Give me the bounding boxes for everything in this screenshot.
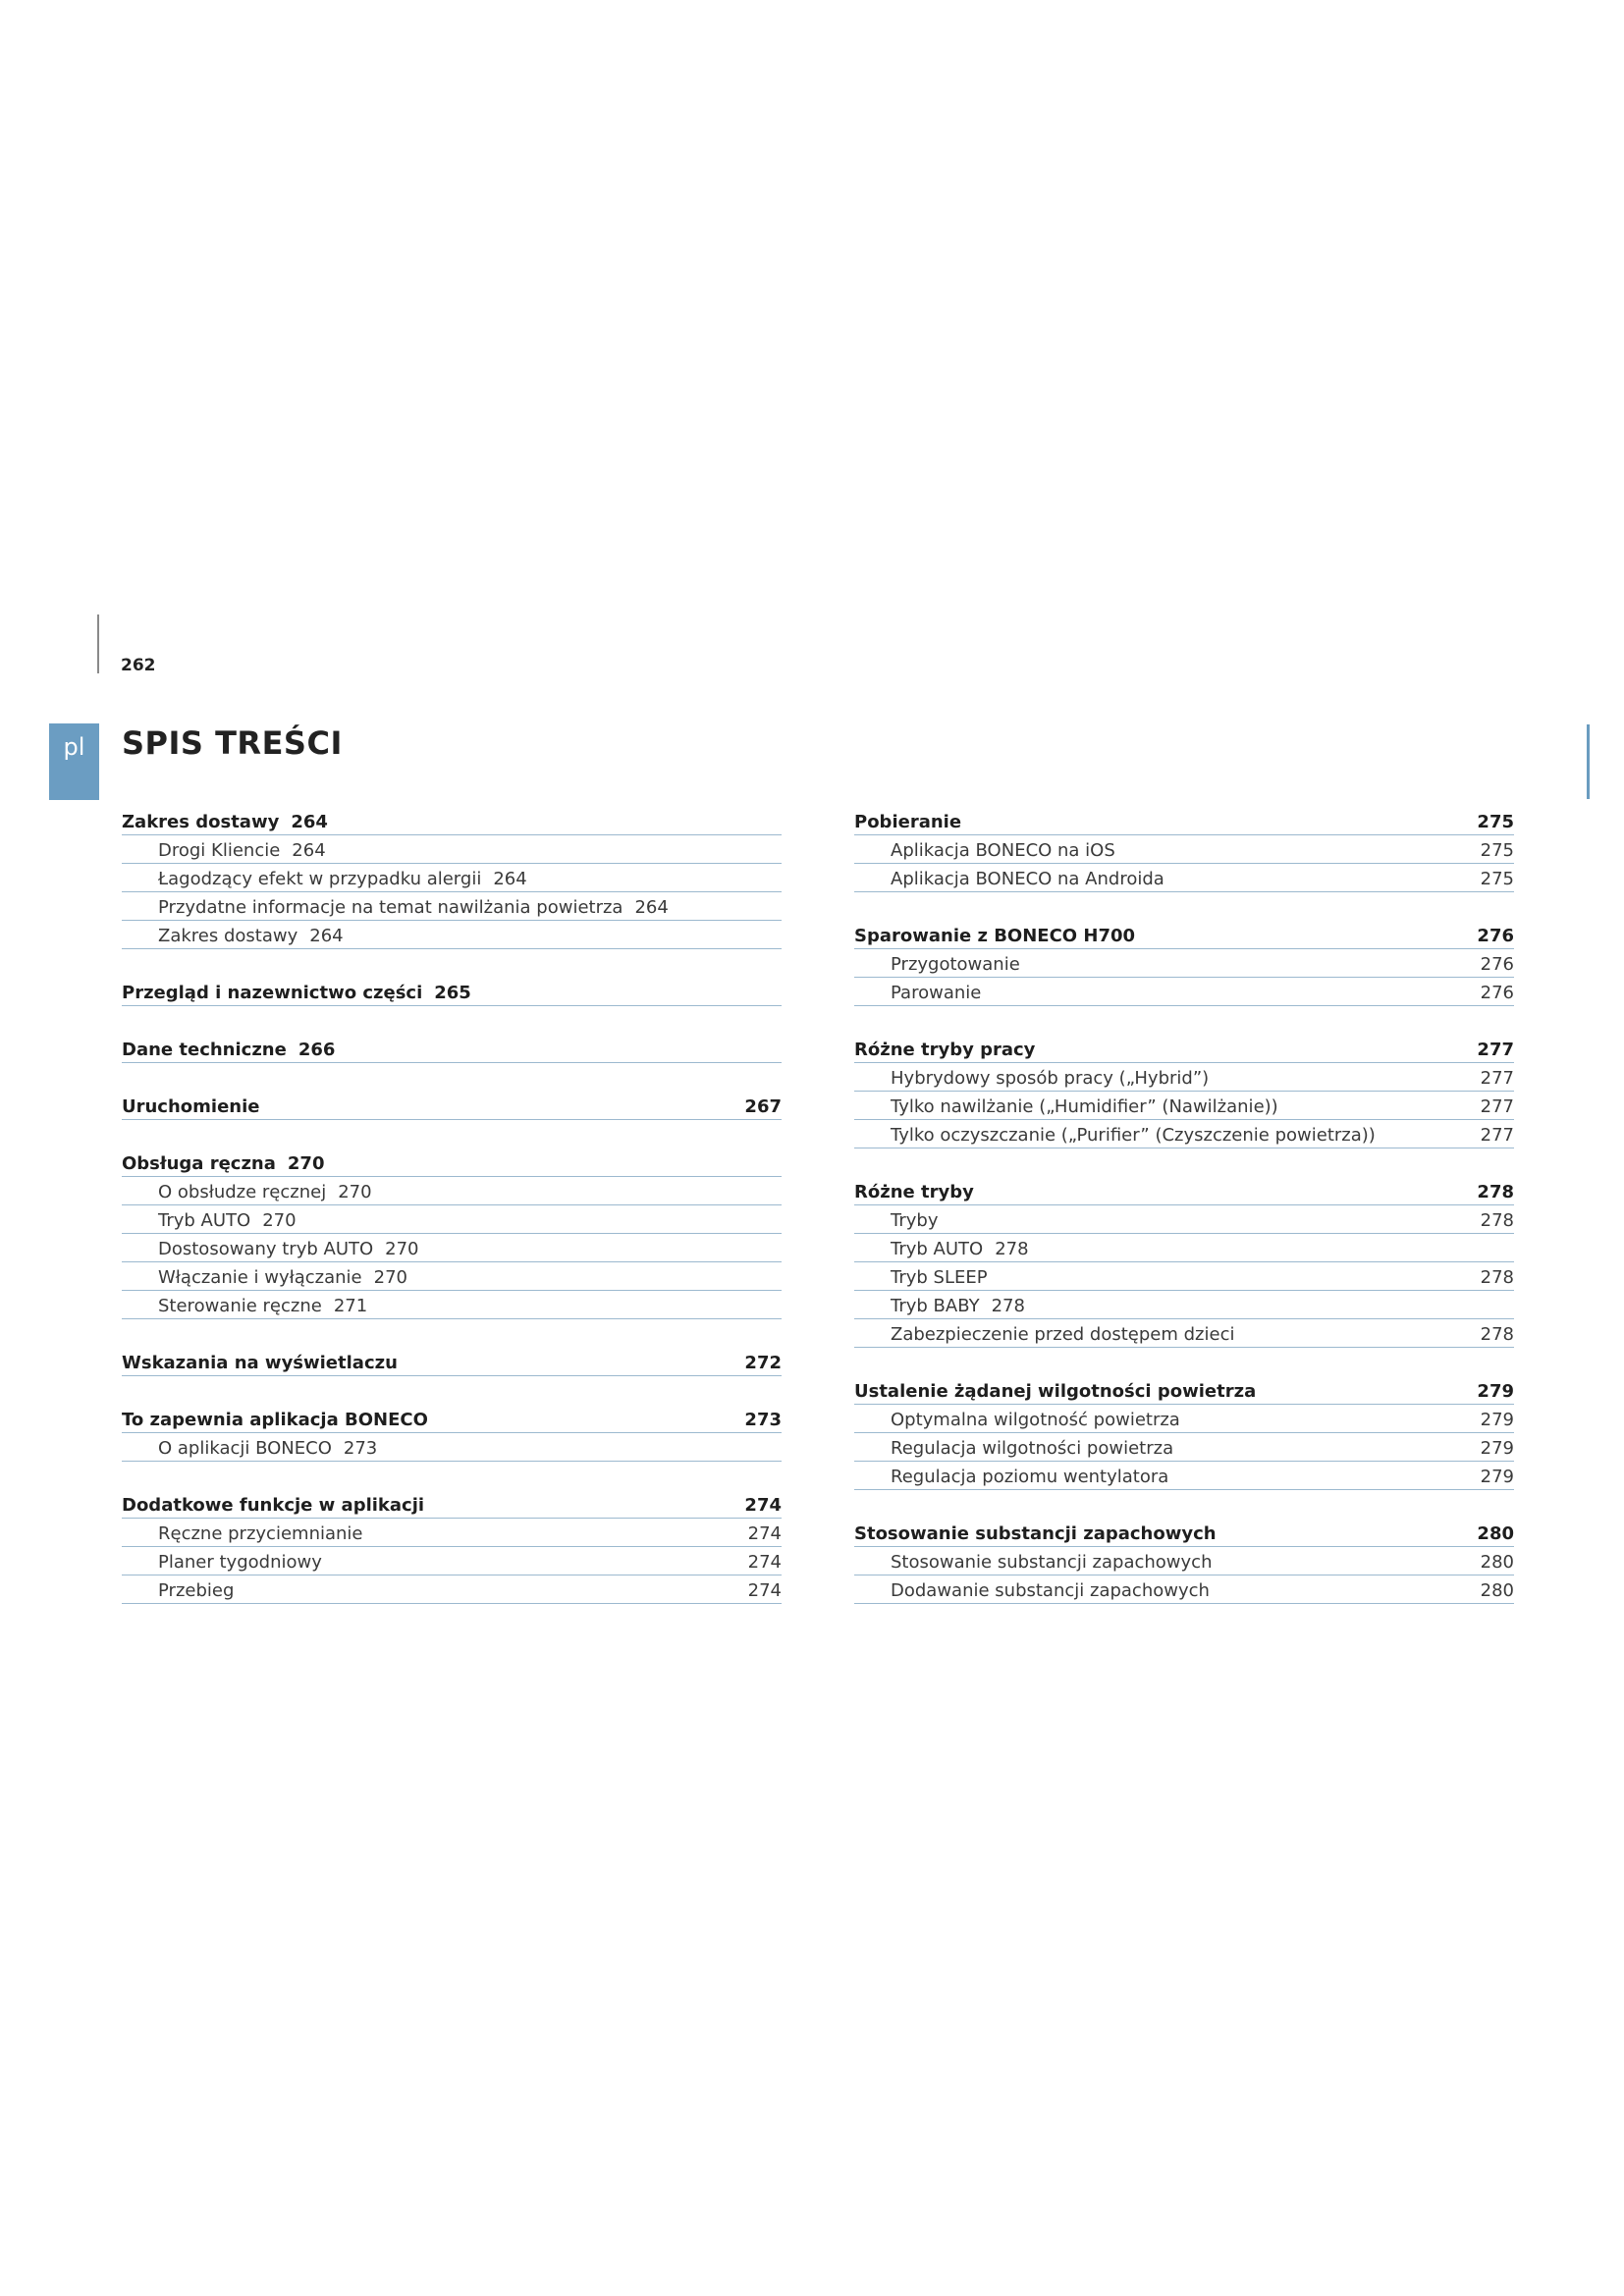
toc-entry-title: Łagodzący efekt w przypadku alergii	[158, 869, 482, 889]
toc-entry-title: Ręczne przyciemnianie	[158, 1523, 363, 1544]
toc-page-number: 267	[744, 1096, 782, 1117]
toc-heading-obsluga-reczna[interactable]	[122, 1148, 782, 1177]
toc-page-number: 280	[1480, 1552, 1514, 1573]
toc-heading-zakres-dostawy[interactable]	[122, 807, 782, 835]
toc-item-drogi-kliencie[interactable]	[122, 835, 782, 864]
toc-page-number: 273	[744, 1410, 782, 1430]
toc-page-number: 270	[385, 1239, 419, 1259]
toc-section	[122, 1348, 782, 1376]
toc-column-left	[122, 807, 782, 1632]
toc-entry-title: Aplikacja BONECO na iOS	[891, 840, 1115, 861]
toc-entry-title: Dostosowany tryb AUTO	[158, 1239, 374, 1259]
toc-item-dostosowany-tryb-auto[interactable]	[122, 1234, 782, 1262]
toc-item-hybrydowy-sposob-pracy-hybrid[interactable]	[854, 1063, 1514, 1092]
toc-heading-to-zapewnia-aplikacja-boneco[interactable]	[122, 1405, 782, 1433]
toc-item-stosowanie-substancji-zapachowych[interactable]	[854, 1547, 1514, 1575]
toc-entry-title: Sterowanie ręczne	[158, 1296, 322, 1316]
toc-entry-title: Dane techniczne	[122, 1040, 287, 1060]
toc-item-tryb-auto[interactable]	[122, 1205, 782, 1234]
toc-entry-title: Uruchomienie	[122, 1096, 260, 1117]
margin-rule-left	[97, 614, 99, 673]
toc-entry-title: Ustalenie żądanej wilgotności powietrza	[854, 1381, 1257, 1402]
toc-heading-rozne-tryby-pracy[interactable]	[854, 1035, 1514, 1063]
toc-page-number: 275	[1480, 840, 1514, 861]
toc-page-number: 270	[287, 1153, 325, 1174]
toc-heading-sparowanie-z-boneco-h700[interactable]	[854, 921, 1514, 949]
toc-entry-title: Tylko oczyszczanie („Purifier” (Czyszczenie powietrza))	[891, 1125, 1376, 1146]
toc-entry-title: Planer tygodniowy	[158, 1552, 322, 1573]
toc-entry-title: Drogi Kliencie	[158, 840, 281, 861]
toc-page-number: 275	[1480, 869, 1514, 889]
toc-entry-title: Różne tryby pracy	[854, 1040, 1036, 1060]
toc-entry-title: Aplikacja BONECO na Androida	[891, 869, 1164, 889]
toc-page-number: 279	[1480, 1467, 1514, 1487]
toc-page-number: 276	[1480, 983, 1514, 1003]
toc-heading-dane-techniczne[interactable]	[122, 1035, 782, 1063]
toc-entry-title: Hybrydowy sposób pracy („Hybrid”)	[891, 1068, 1210, 1089]
toc-page-number: 266	[298, 1040, 336, 1060]
toc-entry-title: Różne tryby	[854, 1182, 974, 1202]
toc-heading-dodatkowe-funkcje-w-aplikacji[interactable]	[122, 1490, 782, 1519]
toc-item-zakres-dostawy[interactable]	[122, 921, 782, 949]
toc-item-tryb-sleep[interactable]	[854, 1262, 1514, 1291]
toc-page-number: 278	[1480, 1267, 1514, 1288]
toc-page-number: 273	[343, 1438, 378, 1459]
toc-column-right	[854, 807, 1514, 1632]
toc-item-o-aplikacji-boneco[interactable]	[122, 1433, 782, 1462]
toc-entry-title: Stosowanie substancji zapachowych	[891, 1552, 1213, 1573]
toc-page-number: 279	[1480, 1438, 1514, 1459]
toc-page-number: 279	[1477, 1381, 1514, 1402]
toc-heading-przeglad-i-nazewnictwo-czesci[interactable]	[122, 978, 782, 1006]
toc-section	[854, 1519, 1514, 1604]
toc-section	[854, 1035, 1514, 1148]
toc-entry-title: Pobieranie	[854, 812, 962, 832]
toc-entry-title: Zabezpieczenie przed dostępem dzieci	[891, 1324, 1235, 1345]
toc-heading-rozne-tryby[interactable]	[854, 1177, 1514, 1205]
toc-entry-title: Regulacja wilgotności powietrza	[891, 1438, 1174, 1459]
toc-entry-title: Tylko nawilżanie („Humidifier” (Nawilżanie))	[891, 1096, 1278, 1117]
toc-page-number: 265	[434, 983, 471, 1003]
toc-item-zabezpieczenie-przed-dostepem-dzieci[interactable]	[854, 1319, 1514, 1348]
toc-heading-wskazania-na-wyswietlaczu[interactable]	[122, 1348, 782, 1376]
toc-heading-stosowanie-substancji-zapachowych[interactable]	[854, 1519, 1514, 1547]
toc-section	[122, 1148, 782, 1319]
margin-rule-right	[1587, 724, 1590, 799]
toc-item-dodawanie-substancji-zapachowych[interactable]	[854, 1575, 1514, 1604]
toc-page-number: 270	[262, 1210, 297, 1231]
toc-entry-title: Sparowanie z BONECO H700	[854, 926, 1136, 946]
toc-page-number: 264	[309, 926, 344, 946]
language-tab: pl	[49, 723, 99, 800]
toc-page-number: 274	[744, 1495, 782, 1516]
toc-entry-title: O obsłudze ręcznej	[158, 1182, 327, 1202]
toc-item-aplikacja-boneco-na-androida[interactable]	[854, 864, 1514, 892]
toc-page-number: 280	[1480, 1580, 1514, 1601]
toc-section	[122, 1405, 782, 1462]
toc-page-number: 264	[291, 812, 328, 832]
toc-page-number: 276	[1480, 954, 1514, 975]
toc-page-number: 277	[1480, 1068, 1514, 1089]
toc-section	[854, 921, 1514, 1006]
toc-item-tylko-nawilzanie-humidifier-nawilzanie[interactable]	[854, 1092, 1514, 1120]
toc-page-number: 272	[744, 1353, 782, 1373]
toc-entry-title: Tryb SLEEP	[891, 1267, 988, 1288]
toc-page-number: 278	[991, 1296, 1025, 1316]
toc-heading-pobieranie[interactable]	[854, 807, 1514, 835]
toc-page-number: 278	[1480, 1210, 1514, 1231]
toc-section	[122, 978, 782, 1006]
toc-section	[122, 1490, 782, 1604]
toc-entry-title: Stosowanie substancji zapachowych	[854, 1523, 1217, 1544]
toc-entry-title: Dodatkowe funkcje w aplikacji	[122, 1495, 425, 1516]
toc-entry-title: O aplikacji BONECO	[158, 1438, 332, 1459]
toc-page-number: 280	[1477, 1523, 1514, 1544]
toc-entry-title: Tryb AUTO	[158, 1210, 251, 1231]
toc-page-number: 271	[333, 1296, 368, 1316]
toc-item-parowanie[interactable]	[854, 978, 1514, 1006]
toc-page-number: 270	[373, 1267, 407, 1288]
toc-item-tryb-baby[interactable]	[854, 1291, 1514, 1319]
toc-item-tryb-auto[interactable]	[854, 1234, 1514, 1262]
toc-entry-title: Regulacja poziomu wentylatora	[891, 1467, 1169, 1487]
toc-item-przygotowanie[interactable]	[854, 949, 1514, 978]
toc-entry-title: Przydatne informacje na temat nawilżania powietrza	[158, 897, 623, 918]
toc-section	[854, 807, 1514, 892]
toc-entry-title: Obsługa ręczna	[122, 1153, 276, 1174]
toc-section	[854, 1177, 1514, 1348]
toc-entry-title: Parowanie	[891, 983, 982, 1003]
toc-heading-ustalenie-zadanej-wilgotnosci-powietrza[interactable]	[854, 1376, 1514, 1405]
toc-entry-title: Przegląd i nazewnictwo części	[122, 983, 423, 1003]
page-number: 262	[121, 656, 156, 675]
toc-entry-title: Tryb BABY	[891, 1296, 980, 1316]
toc-entry-title: Optymalna wilgotność powietrza	[891, 1410, 1180, 1430]
toc-item-reczne-przyciemnianie[interactable]	[122, 1519, 782, 1547]
toc-item-tryby[interactable]	[854, 1205, 1514, 1234]
toc-page-number: 264	[493, 869, 527, 889]
toc-item-przebieg[interactable]	[122, 1575, 782, 1604]
toc-page-number: 264	[634, 897, 669, 918]
toc-section	[854, 1376, 1514, 1490]
toc-page-number: 278	[995, 1239, 1029, 1259]
toc-section	[122, 1092, 782, 1120]
toc-entry-title: Przygotowanie	[891, 954, 1020, 975]
toc-entry-title: Zakres dostawy	[122, 812, 280, 832]
toc-page-number: 276	[1477, 926, 1514, 946]
toc-page-number: 277	[1480, 1125, 1514, 1146]
toc-item-optymalna-wilgotnosc-powietrza[interactable]	[854, 1405, 1514, 1433]
toc-entry-title: Włączanie i wyłączanie	[158, 1267, 362, 1288]
toc-item-aplikacja-boneco-na-ios[interactable]	[854, 835, 1514, 864]
toc-item-lagodzacy-efekt-w-przypadku-alergii[interactable]	[122, 864, 782, 892]
toc-page-number: 277	[1480, 1096, 1514, 1117]
toc-entry-title: Wskazania na wyświetlaczu	[122, 1353, 398, 1373]
toc-page-number: 264	[292, 840, 326, 861]
toc-item-regulacja-poziomu-wentylatora[interactable]	[854, 1462, 1514, 1490]
toc-item-regulacja-wilgotnosci-powietrza[interactable]	[854, 1433, 1514, 1462]
toc-item-tylko-oczyszczanie-purifier-czyszczenie-powietrza[interactable]	[854, 1120, 1514, 1148]
toc-page-number: 277	[1477, 1040, 1514, 1060]
toc-page-number: 278	[1477, 1182, 1514, 1202]
toc-entry-title: Tryb AUTO	[891, 1239, 984, 1259]
page-title: SPIS TREŚCI	[122, 724, 343, 762]
toc-item-przydatne-informacje-na-temat-nawilzania-powietrza[interactable]	[122, 892, 782, 921]
toc-page-number: 279	[1480, 1410, 1514, 1430]
toc-entry-title: To zapewnia aplikacja BONECO	[122, 1410, 428, 1430]
toc-page-number: 275	[1477, 812, 1514, 832]
toc-section	[122, 807, 782, 949]
toc-entry-title: Zakres dostawy	[158, 926, 298, 946]
toc-page-number: 274	[747, 1552, 782, 1573]
toc-item-planer-tygodniowy[interactable]	[122, 1547, 782, 1575]
toc-entry-title: Przebieg	[158, 1580, 235, 1601]
toc-item-wlaczanie-i-wylaczanie[interactable]	[122, 1262, 782, 1291]
toc-entry-title: Tryby	[891, 1210, 939, 1231]
toc-item-sterowanie-reczne[interactable]	[122, 1291, 782, 1319]
toc-section	[122, 1035, 782, 1063]
toc-page-number: 270	[338, 1182, 372, 1202]
toc-page-number: 274	[747, 1523, 782, 1544]
toc-heading-uruchomienie[interactable]	[122, 1092, 782, 1120]
toc-page-number: 274	[747, 1580, 782, 1601]
toc-item-o-obsludze-recznej[interactable]	[122, 1177, 782, 1205]
toc-entry-title: Dodawanie substancji zapachowych	[891, 1580, 1210, 1601]
toc-page-number: 278	[1480, 1324, 1514, 1345]
